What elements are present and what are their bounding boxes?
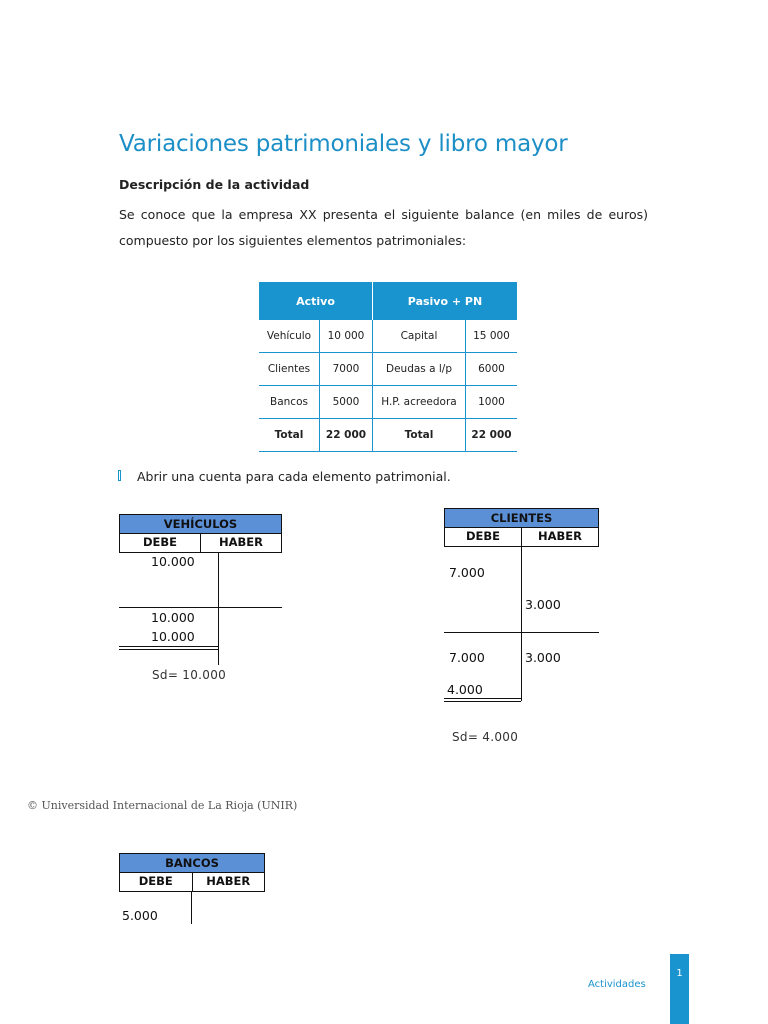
header-activo: Activo (259, 282, 373, 320)
account-double-line (444, 698, 521, 702)
debe-label: DEBE (120, 873, 193, 891)
debit-total: 10.000 (151, 629, 195, 644)
account-title: VEHÍCULOS (119, 514, 282, 534)
table-cell: Capital (373, 320, 466, 353)
haber-label: HABER (218, 535, 263, 549)
page-number: 1 (670, 954, 689, 1024)
debit-entry: 10.000 (151, 554, 195, 569)
description-heading: Descripción de la actividad (119, 177, 310, 192)
account-divider (191, 892, 192, 924)
account-separator (119, 607, 282, 608)
table-cell: 22 000 (320, 419, 373, 452)
table-cell: Total (259, 419, 320, 452)
table-cell: 7000 (320, 353, 373, 386)
header-pasivo: Pasivo + PN (373, 282, 518, 320)
table-cell: 15 000 (466, 320, 518, 353)
debit-balance: 4.000 (447, 682, 483, 697)
table-cell: 6000 (466, 353, 518, 386)
table-cell: Deudas a l/p (373, 353, 466, 386)
debe-label: DEBE (445, 528, 522, 546)
table-row (259, 353, 517, 386)
account-title: CLIENTES (444, 508, 599, 528)
copyright: © Universidad Internacional de La Rioja (UNIR) (27, 799, 298, 812)
bullet-text: Abrir una cuenta para cada elemento patrimonial. (137, 469, 451, 484)
credit-entry: 3.000 (525, 597, 561, 612)
footer-label: Actividades (588, 979, 646, 990)
account-columns (119, 534, 282, 553)
table-cell: H.P. acreedora (373, 386, 466, 419)
page-title: Variaciones patrimoniales y libro mayor (119, 131, 568, 157)
account-separator (444, 632, 599, 633)
account-double-line (119, 646, 218, 650)
debit-total: 10.000 (151, 610, 195, 625)
balance-table (259, 282, 517, 452)
table-cell: 1000 (466, 386, 518, 419)
account-columns (119, 873, 265, 892)
account-balance: Sd= 4.000 (452, 730, 519, 744)
account-divider (521, 547, 522, 701)
table-row (259, 320, 517, 353)
account-title: BANCOS (119, 853, 265, 873)
description-paragraph: Se conoce que la empresa XX presenta el siguiente balance (en miles de euros) compuesto por los siguientes elementos patrimoniales: (119, 207, 648, 248)
table-cell: 5000 (320, 386, 373, 419)
debe-label: DEBE (120, 534, 201, 552)
table-cell: Bancos (259, 386, 320, 419)
haber-label: HABER (537, 529, 582, 543)
haber-label: HABER (206, 874, 251, 888)
table-cell: Total (373, 419, 466, 452)
account-columns (444, 528, 599, 547)
debit-entry: 5.000 (122, 908, 158, 923)
table-cell: 10 000 (320, 320, 373, 353)
credit-total: 3.000 (525, 650, 561, 665)
account-balance: Sd= 10.000 (152, 668, 227, 682)
table-cell: 22 000 (466, 419, 518, 452)
debit-entry: 7.000 (449, 565, 485, 580)
bullet-icon (118, 470, 121, 481)
account-divider (218, 553, 219, 665)
table-row (259, 386, 517, 419)
table-cell: Vehículo (259, 320, 320, 353)
debit-total: 7.000 (449, 650, 485, 665)
table-cell: Clientes (259, 353, 320, 386)
table-row-total (259, 419, 517, 452)
